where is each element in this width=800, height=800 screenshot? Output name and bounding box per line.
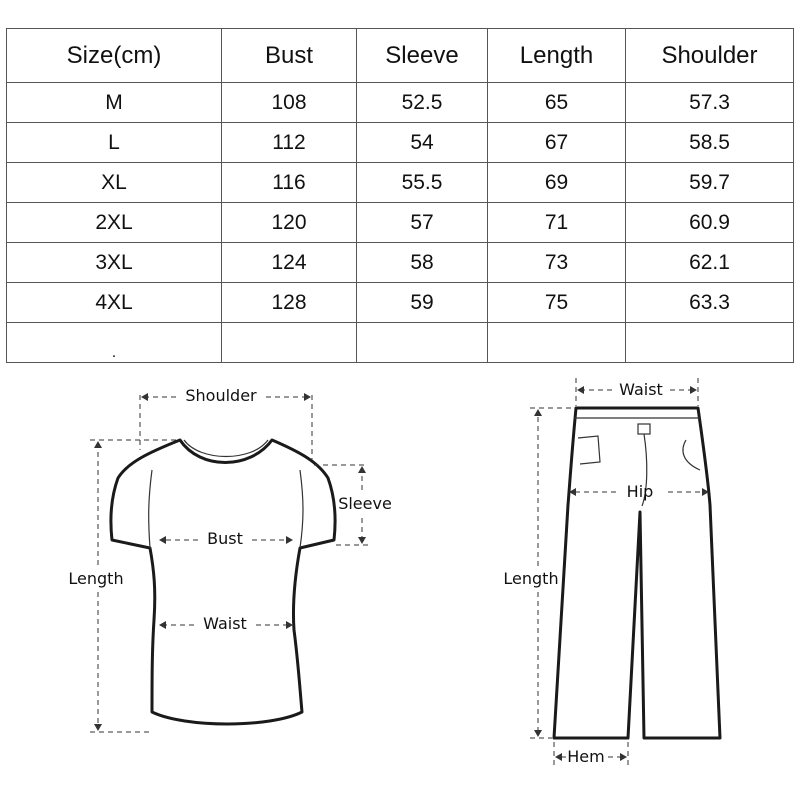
- cell-length: 71: [488, 203, 626, 243]
- cell-sleeve: 52.5: [357, 83, 488, 123]
- tshirt-length-label: Length: [68, 569, 124, 588]
- cell-sleeve: 58: [357, 243, 488, 283]
- cell-size: 4XL: [7, 283, 222, 323]
- bust-label: Bust: [207, 529, 243, 548]
- cell-size: XL: [7, 163, 222, 203]
- cell-shoulder: 57.3: [626, 83, 794, 123]
- hip-label: Hip: [626, 482, 654, 501]
- cell-bust: 124: [222, 243, 357, 283]
- cell-size: L: [7, 123, 222, 163]
- cell-size: M: [7, 83, 222, 123]
- hem-label: Hem: [567, 747, 605, 766]
- header-sleeve: Sleeve: [357, 29, 488, 83]
- cell-shoulder: 59.7: [626, 163, 794, 203]
- tshirt-diagram: [68, 386, 391, 732]
- cell-shoulder: 62.1: [626, 243, 794, 283]
- cell-length: 65: [488, 83, 626, 123]
- cell-bust: 108: [222, 83, 357, 123]
- cell-length: 67: [488, 123, 626, 163]
- cell-sleeve: 55.5: [357, 163, 488, 203]
- cell-size: 2XL: [7, 203, 222, 243]
- header-bust: Bust: [222, 29, 357, 83]
- cell-bust: 116: [222, 163, 357, 203]
- cell-sleeve: 54: [357, 123, 488, 163]
- cell-length: 69: [488, 163, 626, 203]
- cell-shoulder: 60.9: [626, 203, 794, 243]
- header-shoulder: Shoulder: [626, 29, 794, 83]
- cell-shoulder: 58.5: [626, 123, 794, 163]
- cell-bust: 120: [222, 203, 357, 243]
- pants-waist-label: Waist: [619, 380, 663, 399]
- header-length: Length: [488, 29, 626, 83]
- pants-length-label: Length: [503, 569, 559, 588]
- shoulder-label: Shoulder: [185, 386, 257, 405]
- pants-diagram: [503, 378, 720, 766]
- cell-bust: 128: [222, 283, 357, 323]
- header-size: Size(cm): [7, 29, 222, 83]
- cell-length: 75: [488, 283, 626, 323]
- cell-size: 3XL: [7, 243, 222, 283]
- cell-sleeve: 57: [357, 203, 488, 243]
- cell-shoulder: 63.3: [626, 283, 794, 323]
- cell-size: .: [7, 323, 222, 363]
- cell-sleeve: 59: [357, 283, 488, 323]
- cell-bust: 112: [222, 123, 357, 163]
- pants-outline: [554, 408, 720, 738]
- sleeve-label: Sleeve: [338, 494, 392, 513]
- tshirt-waist-label: Waist: [203, 614, 247, 633]
- cell-length: 73: [488, 243, 626, 283]
